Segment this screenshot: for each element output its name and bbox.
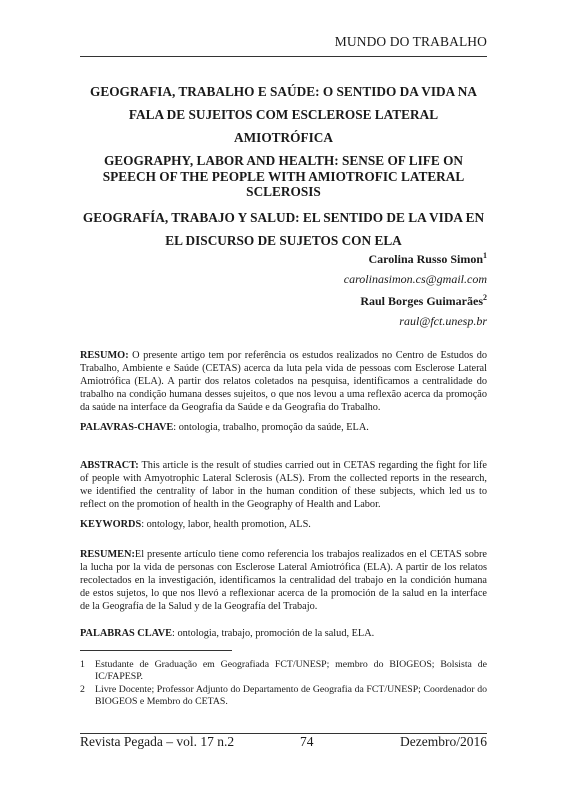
page-number: 74 xyxy=(300,734,314,749)
footnote-text: Livre Docente; Professor Adjunto do Departamento de Geografia da FCT/UNESP; Coordenador do BIOGEOS e Membro do CETAS. xyxy=(95,684,487,707)
palabras-clave: PALABRAS CLAVE: ontologia, trabajo, promoción de la salud, ELA. xyxy=(80,628,375,639)
footnote-rule xyxy=(80,650,232,651)
footer-journal: Revista Pegada – vol. 17 n.2 xyxy=(80,734,235,749)
footer-date: Dezembro/2016 xyxy=(400,734,487,749)
title-portuguese: GEOGRAFIA, TRABALHO E SAÚDE: O SENTIDO DA VIDA NA FALA DE SUJEITOS COM ESCLEROSE LATERAL AMIOTRÓFICA xyxy=(89,84,478,145)
footnote-number: 1 xyxy=(80,659,85,670)
author-email[interactable]: raul@fct.unesp.br xyxy=(399,314,487,328)
keywords-label: KEYWORDS xyxy=(80,519,142,530)
title-english: GEOGRAPHY, LABOR AND HEALTH: SENSE OF LIFE ON SPEECH OF THE PEOPLE WITH AMIOTROFIC LATERAL SCLEROSIS xyxy=(102,153,465,199)
palavras-chave: PALAVRAS-CHAVE: ontologia, trabalho, promoção da saúde, ELA. xyxy=(80,422,369,433)
palabras-label: PALABRAS CLAVE xyxy=(80,628,173,639)
keywords: KEYWORDS: ontology, labor, health promotion, ALS. xyxy=(80,519,311,530)
header-rule xyxy=(80,56,487,57)
resumo-paragraph: RESUMO: O presente artigo tem por referência os estudos realizados no Centro de Estudos do Trabalho, Ambiente e Saúde (CETAS) acerca da luta pela vida de pessoas com Esclerose Lateral Amiotrófica (ELA). A partir dos relatos coletados na pesquisa, identificamos a centralidade do trabalho na condição humana desses sujeitos, o que nos levou a uma reflexão acerca da promoção da saúde na interface da Geografia da Saúde e da Geografia do Trabalho. xyxy=(80,350,487,413)
footnote-ref: 1 xyxy=(483,251,487,260)
footnote xyxy=(80,684,487,708)
resumen-label: RESUMEN: xyxy=(80,549,135,560)
abstract-paragraph: ABSTRACT: This article is the result of studies carried out in CETAS regarding the fight for life of people with Amyotrophic Lateral Sclerosis (ALS). From the collected reports in the research, we identified the centrality of labor in the human condition of these subjects, which led us to reflect on the promotion of health in the Geography of Health and Labor. xyxy=(80,460,487,510)
resumo-label: RESUMO: xyxy=(80,350,129,361)
title-spanish: GEOGRAFÍA, TRABAJO Y SALUD: EL SENTIDO DE LA VIDA EN EL DISCURSO DE SUJETOS CON ELA xyxy=(82,210,485,248)
footnote-number: 2 xyxy=(80,684,85,695)
author-email[interactable]: carolinasimon.cs@gmail.com xyxy=(343,272,487,286)
abstract-label: ABSTRACT: xyxy=(80,460,139,471)
author-name: Raul Borges Guimarães$^2$ xyxy=(360,293,487,308)
resumen-paragraph: RESUMEN:El presente artículo tiene como referencia los trabajos realizados en el CETAS sobre la lucha por la vida de personas con Esclerose Lateral Amiotrófica (ELA). A partir de los relatos recolectados en la investigación, identificamos la centralidad del trabajo en la condición humana de estos sujetos, lo que nos llevó a reflexionar acerca de la promoción de la salud en la interface de la Geografía de la Salud y de la Geografía del Trabajo. xyxy=(80,549,487,612)
footnote-ref: 2 xyxy=(483,293,487,302)
footnote xyxy=(80,659,487,683)
footnote-text: Estudante de Graduação em Geografiada FCT/UNESP; membro do BIOGEOS; Bolsista de IC/FAPESP. xyxy=(95,659,487,682)
running-header: MUNDO DO TRABALHO xyxy=(334,34,487,49)
palavras-label: PALAVRAS-CHAVE xyxy=(80,422,174,433)
author-name: Carolina Russo Simon$^1$ xyxy=(368,251,487,266)
